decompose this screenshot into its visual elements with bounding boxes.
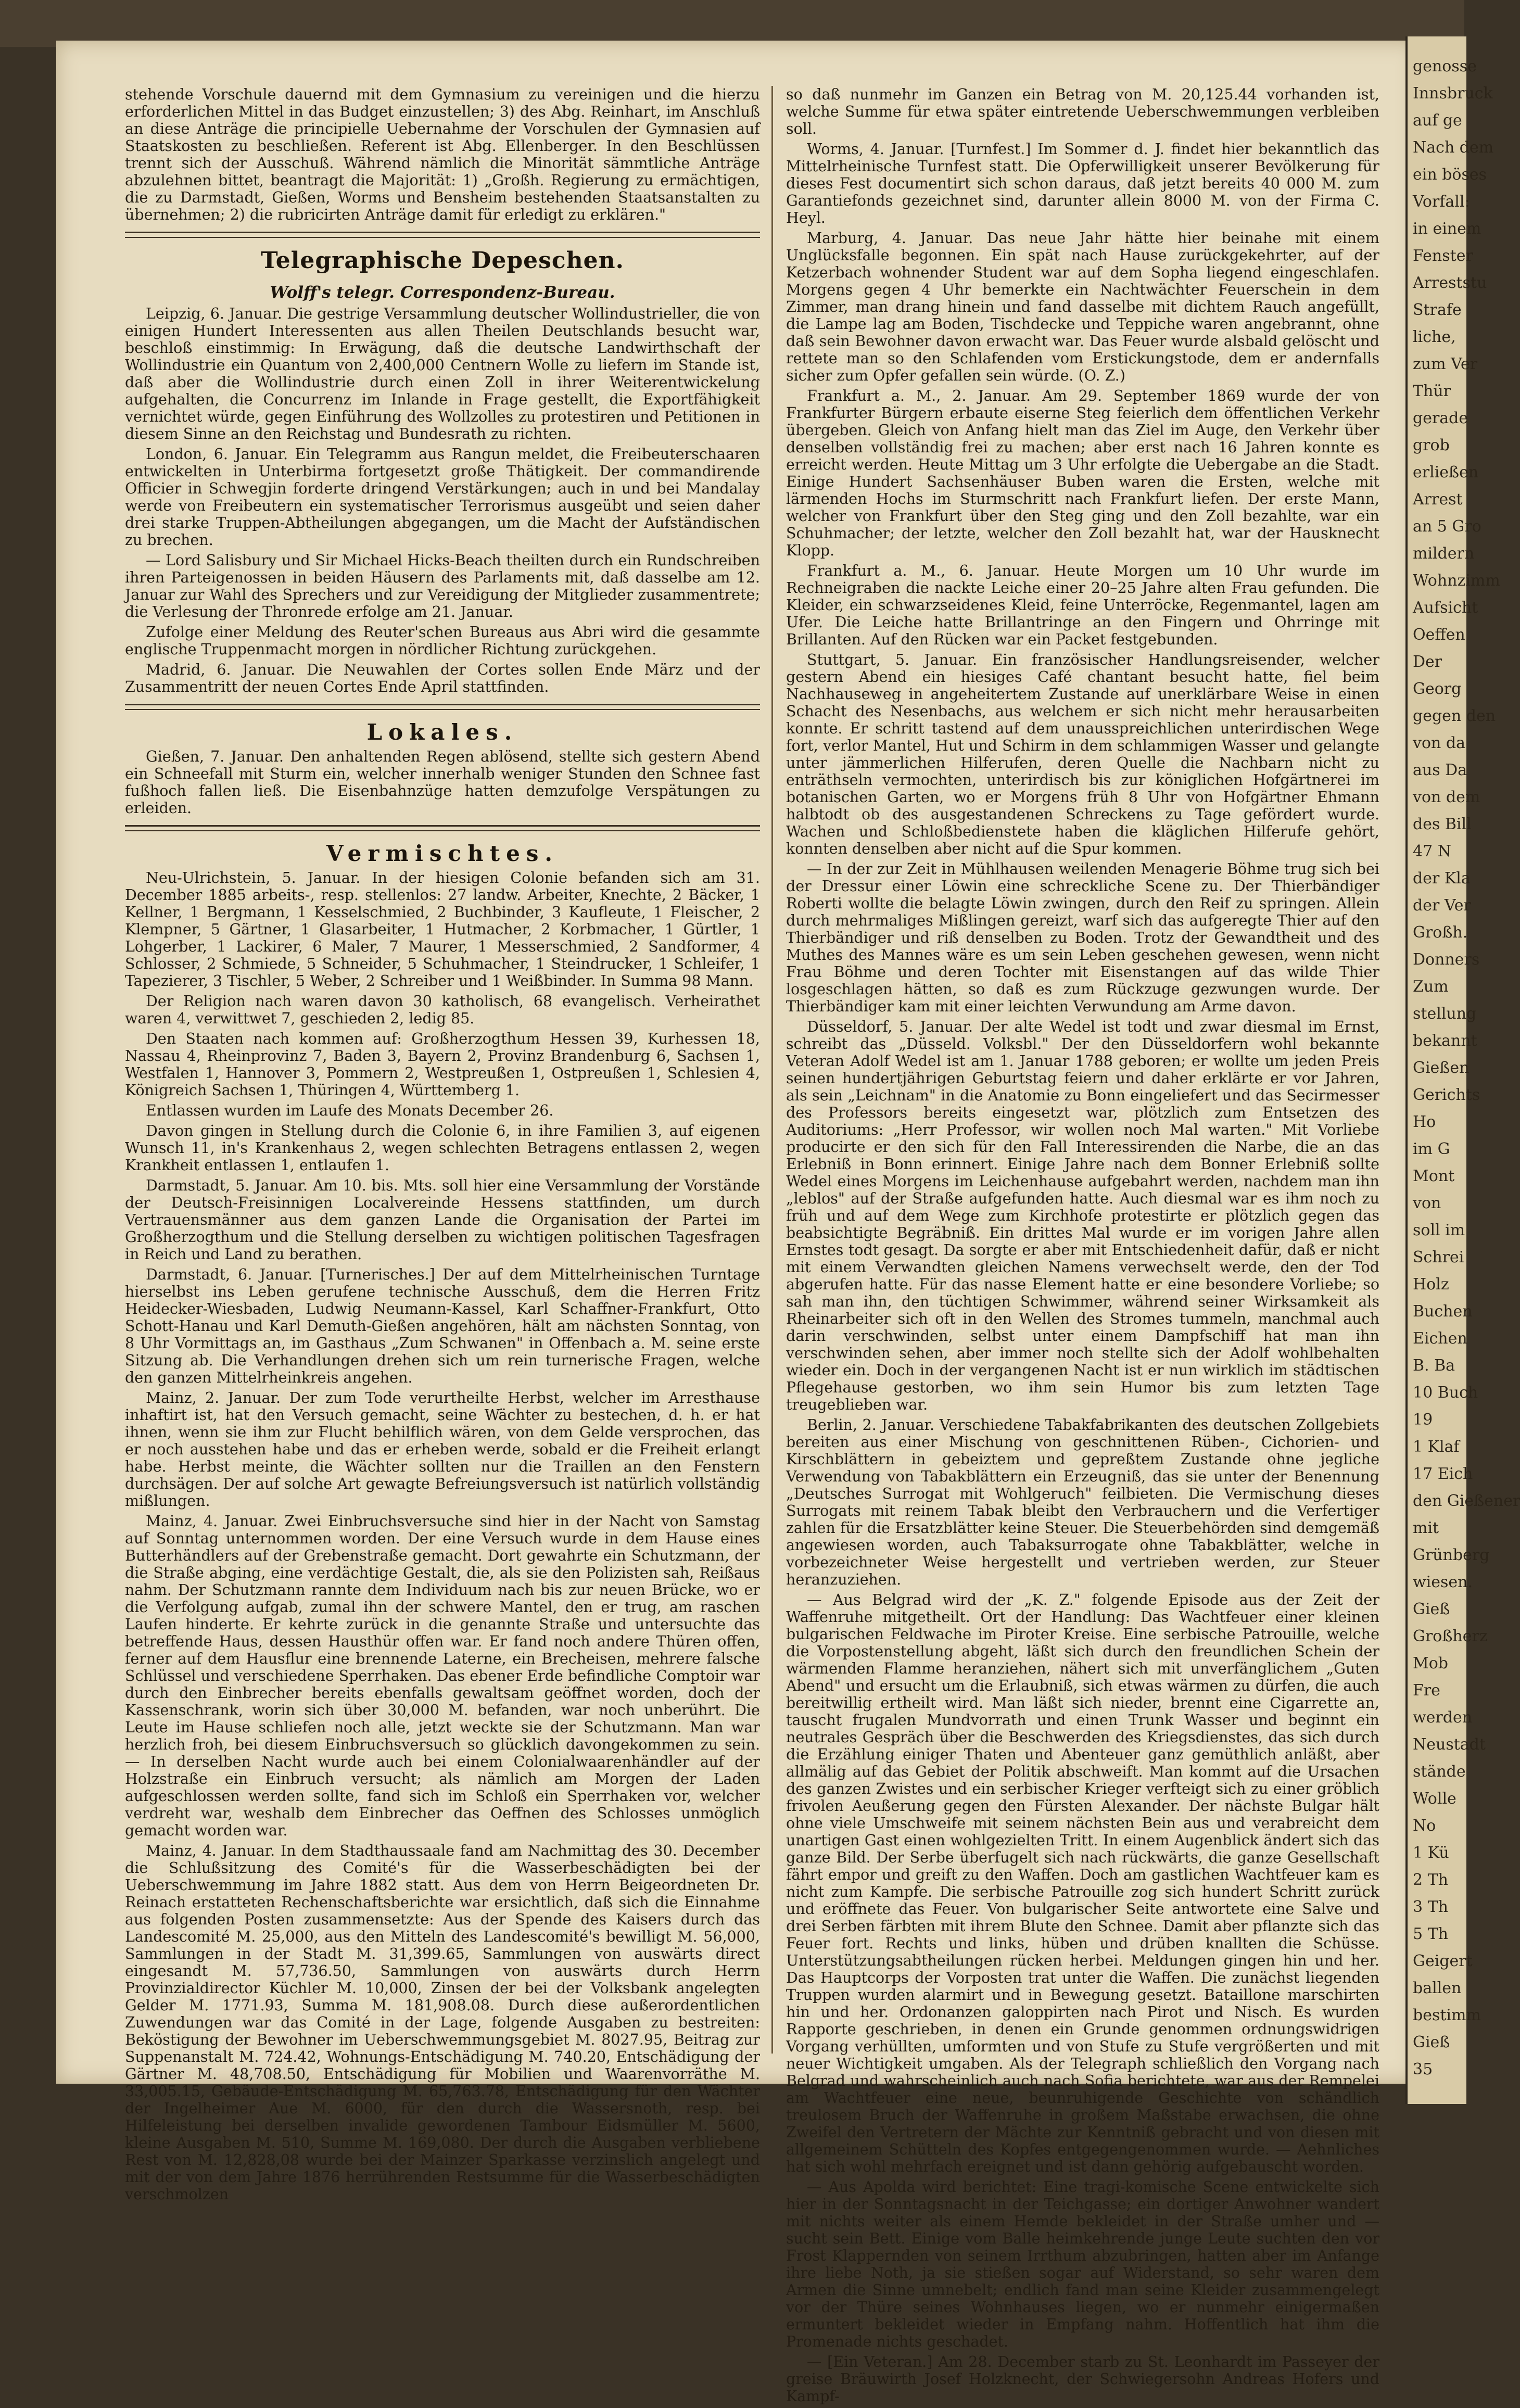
article-paragraph: Mainz, 2. Januar. Der zum Tode verurtheilte Herbst, welcher im Arresthause inhaftirt ist, hat den Versuch gemacht, seine Wächter zu bestechen, d. h. er hat ihnen, wenn sie ihm zur Flucht behilflich wären, von dem Gelde versprochen, das er noch ausstehen habe und das er erheben werde, sobald er die Freiheit erlangt habe. Herbst meinte, die Wächter sollten nur die Traillen an den Fenstern durchsägen. Der auf solche Art gewagte Befreiungsversuch ist natürlich vollständig mißlungen. [125, 1389, 760, 1510]
adjacent-page-fragment: bekannt [1413, 1032, 1477, 1050]
adjacent-page-fragment: Wohnzimm [1413, 572, 1500, 590]
column-divider [771, 86, 773, 2054]
article-paragraph: Darmstadt, 6. Januar. [Turnerisches.] Der auf dem Mittelrheinischen Turntage hierselbst ins Leben gerufene technische Ausschuß, dem die Herren Fritz Heidecker-Wiesbaden, Ludwig Neumann-Kassel, Karl Schaffner-Frankfurt, Otto Schott-Hanau und Karl Demuth-Gießen angehören, hält am nächsten Sonntag, von 8 Uhr Vormittags an, im Gasthaus „Zum Schwanen" in Offenbach a. M. seine erste Sitzung ab. Die Verhandlungen drehen sich um rein turnerische Fragen, welche den ganzen Mittelrheinkreis angehen. [125, 1266, 760, 1386]
article-paragraph: Entlassen wurden im Laufe des Monats December 26. [146, 1102, 554, 1119]
adjacent-page-fragment: stände [1413, 1763, 1466, 1781]
adjacent-page-fragment: gegen den [1413, 707, 1496, 725]
adjacent-page-fragment: aus Da [1413, 761, 1467, 779]
adjacent-page-fragment: ballen [1413, 1979, 1462, 1997]
adjacent-page-fragment: 47 N [1413, 842, 1451, 860]
adjacent-page-fragment: der Kla [1413, 869, 1471, 888]
adjacent-page-fragment: den Gießener [1413, 1492, 1520, 1510]
article-paragraph: Mainz, 4. Januar. Zwei Einbruchsversuche sind hier in der Nacht von Samstag auf Sonntag unternommen worden. Der eine Versuch wurde in dem Hause eines Butterhändlers auf der Grebenstraße gemacht. Dort gewahrte ein Schutzmann, der die Straße abging, eine verdächtige Gestalt, die, als sie den Polizisten sah, Reißaus nahm. Der Schutzmann rannte dem Individuum nach bis zur neuen Brücke, wo er die Verfolgung aufgab, zumal ihn der schwere Mantel, den er trug, am raschen Laufen hinderte. Er kehrte zurück in die genannte Straße und untersuchte das betreffende Haus, dessen Hausthür offen war. Er fand noch andere Thüren offen, ferner auf dem Hausflur eine brennende Laterne, ein Brecheisen, mehrere falsche Schlüssel und verschiedene Sperrhaken. Das ebener Erde befindliche Comptoir war durch den Einbrecher bereits ebenfalls gewaltsam geöffnet worden, doch der Kassenschrank, worin sich über 30,000 M. befanden, war noch unberührt. Die Leute im Hause schliefen noch alle, jetzt weckte sie der Schutzmann. Man war herzlich froh, bei diesem Einbruchsversuch so glücklich davongekommen zu sein. — In derselben Nacht wurde auch bei einem Colonialwaarenhändler auf der Holzstraße ein Einbruch versucht; als nämlich am Morgen der Laden aufgeschlossen werden sollte, fand sich im Schloß ein Sperrhaken vor, welcher verdreht war, weshalb dem Einbrecher das Oeffnen des Schlosses unmöglich gemacht worden war. [125, 1513, 760, 1839]
intro-paragraph: stehende Vorschule dauernd mit dem Gymnasium zu vereinigen und die hierzu erforderlichen Mittel in das Budget einzustellen; 3) des Abg. Reinhart, im Anschluß an diese Anträge die principielle Uebernahme der Vorschulen der Gymnasien auf Staatskosten zu beschließen. Referent ist Abg. Ellenberger. In den Beschlüssen trennt sich der Ausschuß. Während nämlich die Minorität sämmtliche Anträge abzulehnen bittet, beantragt die Majorität: 1) „Großh. Regierung zu ermächtigen, die zu Darmstadt, Gießen, Worms und Bensheim bestehenden Staatsanstalten zu übernehmen; 2) die rubricirten Anträge damit für erledigt zu erklären." [125, 86, 760, 223]
article-paragraph: London, 6. Januar. Ein Telegramm aus Rangun meldet, die Freibeuterschaaren entwickelten in Unterbirma fortgesetzt große Thätigkeit. Der commandirende Officier in Schwegjin forderte dringend Verstärkungen; auch in und bei Mandalay werde von Freibeutern ein systematischer Terrorismus ausgeübt und seien daher drei starke Truppen-Abtheilungen abgegangen, um die Macht der Aufständischen zu brechen. [125, 446, 760, 549]
article-paragraph: — [Ein Veteran.] Am 28. December starb zu St. Leonhardt im Passeyer der greise Bräuwirth Josef Holzknecht, der Schwiegersohn Andreas Hofers und Kampf- [786, 2353, 1379, 2405]
telegraph-subheading: Wolff's telegr. Correspondenz-Bureau. [270, 283, 615, 302]
adjacent-page-fragment: Buchen [1413, 1302, 1473, 1321]
adjacent-page-edge [1405, 36, 1520, 2104]
adjacent-page-fragment: Aufsicht [1413, 599, 1478, 617]
adjacent-page-fragment: Gießen [1413, 1059, 1470, 1077]
article-paragraph: — In der zur Zeit in Mühlhausen weilenden Menagerie Böhme trug sich bei der Dressur einer Löwin eine schreckliche Scene zu. Der Thierbändiger Roberti wollte die belagte Löwin zwingen, durch den Reif zu springen. Allein durch mehrmaliges Mißlingen gereizt, warf sich das aufgeregte Thier auf den Thierbändiger und riß denselben zu Boden. Trotz der Gewandtheit und des Muthes des Mannes wäre es um sein Leben geschehen gewesen, wenn nicht Frau Böhme und deren Tochter mit Eisenstangen auf das wilde Thier losgeschlagen hätten, so daß es zum Rückzuge gezwungen wurde. Der Thierbändiger kam mit einer leichten Verwundung am Arme davon. [786, 860, 1379, 1015]
adjacent-page-fragment: Der [1413, 653, 1442, 671]
article-paragraph: Der Religion nach waren davon 30 katholisch, 68 evangelisch. Verheirathet waren 4, verwittwet 7, geschieden 2, ledig 85. [125, 993, 760, 1027]
article-paragraph: Neu-Ulrichstein, 5. Januar. In der hiesigen Colonie befanden sich am 31. December 1885 arbeits-, resp. stellenlos: 27 landw. Arbeiter, Knechte, 2 Bäcker, 1 Kellner, 1 Bergmann, 1 Kesselschmied, 2 Buchbinder, 3 Kaufleute, 1 Fleischer, 2 Klempner, 5 Gärtner, 1 Glasarbeiter, 1 Hutmacher, 2 Korbmacher, 1 Gürtler, 1 Lohgerber, 1 Lackirer, 6 Maler, 7 Maurer, 1 Messerschmied, 2 Sandformer, 4 Schlosser, 2 Schmiede, 5 Schneider, 5 Schuhmacher, 1 Steindrucker, 1 Schleifer, 1 Tapezierer, 3 Tischler, 5 Weber, 2 Schreiber und 1 Weißbinder. In Summa 98 Mann. [125, 869, 760, 990]
adjacent-page-fragment: Gerichts [1413, 1086, 1480, 1104]
section-rule [125, 825, 760, 831]
adjacent-page-fragment: Nach dem [1413, 138, 1494, 157]
adjacent-page-fragment: Mont [1413, 1167, 1455, 1185]
section-rule [125, 232, 760, 238]
adjacent-page-fragment: 5 Th [1413, 1925, 1448, 1943]
adjacent-page-fragment: Oeffen [1413, 626, 1465, 644]
adjacent-page-fragment: Arreststu [1413, 274, 1487, 292]
adjacent-page-fragment: Ho [1413, 1113, 1436, 1131]
adjacent-page-fragment: Grünberg [1413, 1546, 1490, 1564]
adjacent-page-fragment: auf ge [1413, 111, 1462, 130]
telegraph-heading: Telegraphische Depeschen. [261, 247, 624, 274]
adjacent-page-fragment: im G [1413, 1140, 1450, 1158]
article-paragraph: Davon gingen in Stellung durch die Colonie 6, in ihre Familien 3, auf eigenen Wunsch 11, in's Krankenhaus 2, wegen schlechten Betragens entlassen 2, wegen Krankheit entlassen 1, entlaufen 1. [125, 1122, 760, 1174]
article-paragraph: Madrid, 6. Januar. Die Neuwahlen der Cortes sollen Ende März und der Zusammentritt der neuen Cortes Ende April stattfinden. [125, 661, 760, 695]
right-column [786, 86, 1379, 2408]
adjacent-page-fragment: Wolle [1413, 1790, 1456, 1808]
adjacent-page-fragment: soll im [1413, 1221, 1465, 1239]
adjacent-page-fragment: B. Ba [1413, 1357, 1455, 1375]
article-paragraph: Zufolge einer Meldung des Reuter'schen Bureaus aus Abri wird die gesammte englische Truppenmacht morgen in nördlicher Richtung zurückgehen. [125, 624, 760, 658]
article-paragraph: Darmstadt, 5. Januar. Am 10. bis. Mts. soll hier eine Versammlung der Vorstände der Deutsch-Freisinnigen Localvereinde Hessens stattfinden, um durch Vertrauensmänner aus dem ganzen Lande die Organisation der Partei im Großherzogthum und die Stellung derselben zu wichtigen politischen Tagesfragen in Reich und Land zu berathen. [125, 1177, 760, 1263]
adjacent-page-fragment: des Bill [1413, 815, 1472, 833]
adjacent-page-fragment: Großherz [1413, 1627, 1488, 1645]
adjacent-page-fragment: Eichen [1413, 1329, 1467, 1348]
article-paragraph: Gießen, 7. Januar. Den anhaltenden Regen ablösend, stellte sich gestern Abend ein Schneefall mit Sturm ein, welcher innerhalb weniger Stunden den Schnee fast fußhoch fallen ließ. Die Eisenbahnzüge hatten demzufolge Verspätungen zu erleiden. [125, 748, 760, 817]
article-paragraph: Frankfurt a. M., 6. Januar. Heute Morgen um 10 Uhr wurde im Rechneigraben die nackte Leiche einer 20–25 Jahre alten Frau gefunden. Die Kleider, ein schwarzseidenes Kleid, feine Unterröcke, Regenmantel, lagen am Ufer. Die Leiche hatte Brillantringe an den Fingern und Ohrringe mit Brillanten. Auf den Rücken war ein Packet festgebunden. [786, 562, 1379, 648]
adjacent-page-fragment: Zum [1413, 978, 1449, 996]
article-paragraph: — Lord Salisbury und Sir Michael Hicks-Beach theilten durch ein Rundschreiben ihren Parteigenossen in beiden Häusern des Parlaments mit, daß dasselbe am 12. Januar zur Wahl des Sprechers und zur Vereidigung der Mitglieder zusammentrete; die Verlesung der Thronrede erfolge am 21. Januar. [125, 552, 760, 620]
adjacent-page-fragment: zum Ver [1413, 355, 1478, 373]
article-paragraph: Worms, 4. Januar. [Turnfest.] Im Sommer d. J. findet hier bekanntlich das Mittelrheinische Turnfest statt. Die Opferwilligkeit unserer Bevölkerung für dieses Fest documentirt sich schon daraus, daß jetzt bereits 40 000 M. zum Garantiefonds gezeichnet sind, darunter allein 8000 M. von der Firma C. Heyl. [786, 141, 1379, 226]
adjacent-page-fragment: gerade [1413, 409, 1468, 427]
adjacent-page-fragment: Gieß [1413, 1600, 1450, 1618]
adjacent-page-fragment: von da [1413, 734, 1465, 752]
adjacent-page-fragment: Fenster [1413, 247, 1473, 265]
adjacent-page-fragment: von dem [1413, 788, 1480, 806]
adjacent-page-fragment: 1 Kü [1413, 1844, 1449, 1862]
adjacent-page-fragment: werden [1413, 1708, 1473, 1727]
adjacent-page-fragment: 19 [1413, 1411, 1433, 1429]
adjacent-page-fragment: Gieß [1413, 2033, 1450, 2051]
article-paragraph: Berlin, 2. Januar. Verschiedene Tabakfabrikanten des deutschen Zollgebiets bereiten aus einer Mischung von geschnittenen Rüben-, Cichorien- und Kirschblättern in gebeiztem und gepreßtem Zustande ohne jegliche Verwendung von Tabakblättern ein Erzeugniß, das sie unter der Benennung „Deutsches Surrogat mit Wohlgeruch" feilbieten. Die Vermischung dieses Surrogats mit reinem Tabak bleibt den Verbrauchern und die Verfertiger zahlen für die Ersatzblätter keine Steuer. Die Steuerbehörden sind demgemäß angewiesen worden, auch Tabaksurrogate ohne Tabakblätter, welche in vorbezeichneter Weise hergestellt und vertrieben werden, zur Steuer heranzuziehen. [786, 1416, 1379, 1588]
adjacent-page-fragment: stellung [1413, 1005, 1477, 1023]
adjacent-page-fragment: Fre [1413, 1681, 1440, 1700]
adjacent-page-fragment: bestimm [1413, 2006, 1481, 2024]
adjacent-page-fragment: mit [1413, 1519, 1439, 1537]
section-rule [125, 704, 760, 710]
article-paragraph: — Aus Apolda wird berichtet: Eine tragi-komische Scene entwickelte sich hier in der Sonntagsnacht in der Teichgasse; ein dortiger Anwohner wandert mit nichts weiter als einem Hemde bekleidet in der Straße umher und — sucht sein Bett. Einige vom Balle heimkehrende junge Leute suchten den vor Frost Klappernden von seinem Irrthum abzubringen, hatten aber im Anfange ihre liebe Noth, ja sie stießen sogar auf Widerstand, so sehr waren dem Armen die Sinne umnebelt; endlich fand man seine Kleider zusammengelegt vor der Thüre seines Wohnhauses liegen, wo er nunmehr einigermaßen ermuntert bekleidet wieder in Empfang nahm. Hoffentlich hat ihm die Promenade nichts geschadet. [786, 2178, 1379, 2350]
adjacent-page-fragment: Holz [1413, 1275, 1449, 1294]
article-paragraph: Stuttgart, 5. Januar. Ein französischer Handlungsreisender, welcher gestern Abend ein hiesiges Café chantant besucht hatte, fiel beim Nachhauseweg in angeheitertem Zustande auf unerklärbare Weise in einen Schacht des Nesenbachs, aus welchem er sich nicht mehr herausarbeiten konnte. Er schritt tastend auf dem unausspreichlichen unterirdischen Wege fort, verlor Mantel, Hut und Schirm in dem schlammigen Wasser und gelangte unter jämmerlichen Hilferufen, deren Quelle die Nachbarn nicht zu enträthseln vermochten, unterirdisch bis zur königlichen Hofgärtnerei im botanischen Garten, wo er Morgens früh 8 Uhr von Hofgärtner Ehmann halbtodt ob des ausgestandenen Schreckens zu Tage gefördert wurde. Wachen und Schloßbedienstete haben die kläglichen Hilferufe gehört, konnten denselben aber nicht auf die Spur kommen. [786, 651, 1379, 857]
adjacent-page-fragment: 1 Klaf [1413, 1438, 1460, 1456]
adjacent-page-fragment: 2 Th [1413, 1871, 1448, 1889]
scan-background [0, 0, 1464, 47]
article-paragraph: Düsseldorf, 5. Januar. Der alte Wedel ist todt und zwar diesmal im Ernst, schreibt das „Düsseld. Volksbl." Der den Düsseldorfern wohl bekannte Veteran Adolf Wedel ist am 1. Januar 1788 geboren; er wollte um jeden Preis seinen hundertjährigen Geburtstag feiern und daher erklärte er vor Jahren, als sein „Leichnam" in die Anatomie zu Bonn eingeliefert und das Secirmesser des Professors bereits eingesetzt war, plötzlich zum Entsetzen des Auditoriums: „Herr Professor, wir wollen noch Mal warten." Mit Vorliebe producirte er den sich für den Fall Interessirenden die Narbe, die an das Erlebniß in Bonn erinnert. Einige Jahre nach dem Bonner Erlebniß sollte Wedel eines Morgens im Leichenhause aufgebahrt werden, nachdem man ihn „leblos" auf der Straße aufgefunden hatte. Auch diesmal war es ihm noch zu früh und auf dem Wege zum Kirchhofe protestirte er plötzlich gegen das beabsichtigte Begräbniß. Ein drittes Mal wurde er im vorigen Jahre allen Ernstes todt gesagt. Da sorgte er aber mit Entschiedenheit dafür, daß er nicht mit einem Verwandten gleichen Namens verwechselt werde, den der Tod abgerufen hatte. Für das nasse Element hatte er eine besondere Vorliebe; so sah man ihn, den tüchtigen Schwimmer, während seiner Wirksamkeit als Rheinarbeiter sich oft in den Wellen des Stromes tummeln, manchmal auch darin verschwinden, selbst unter einem Dampfschiff hat man ihn verschwinden sehen, aber immer noch stellte sich der Adolf wohlbehalten wieder ein. Doch in der vergangenen Nacht ist er nun wirklich im städtischen Pflegehause gestorben, wo ihm sein Humor bis zum letzten Tage treugeblieben war. [786, 1018, 1379, 1413]
article-paragraph: — Aus Belgrad wird der „K. Z." folgende Episode aus der Zeit der Waffenruhe mitgetheilt. Ort der Handlung: Das Wachtfeuer einer kleinen bulgarischen Feldwache im Piroter Kreise. Eine serbische Patrouille, welche die Vorpostenstellung abgeht, läßt sich durch den freundlichen Schein der wärmenden Flamme heranziehen, nähert sich mit unverfänglichem „Guten Abend" und ersucht um die Erlaubniß, sich etwas wärmen zu dürfen, die auch bereitwillig ertheilt wird. Man läßt sich nieder, brennt eine Cigarrette an, tauscht frugalen Mundvorrath und einen Trunk Wasser und beginnt ein neutrales Gespräch über die Beschwerden des Kriegsdienstes, das sich durch die Erzählung einiger Thaten und Abenteuer ganz gemüthlich anläßt, aber allmälig auf das Gebiet der Politik abschweift. Man kommt auf die Ursachen des ganzen Zwistes und ein serbischer Krieger verfteigt sich zu einer gröblich frivolen Aeußerung gegen den Fürsten Alexander. Der nächste Bulgar hält ohne viele Umschweife mit seinem nächsten Bein aus und verabreicht dem unartigen Gast einen wohlgezielten Tritt. In einem Augenblick ändert sich das ganze Bild. Der Serbe überfugelt sich nach rückwärts, die ganze Gesellschaft fährt empor und greift zu den Waffen. Doch am gastlichen Wachtfeuer kam es nicht zum Kampfe. Die serbische Patrouille zog sich hundert Schritt zurück und eröffnete das Feuer. Von bulgarischer Seite antwortete eine Salve und drei Serben färbten mit ihrem Blute den Schnee. Damit aber pflanzte sich das Feuer fort. Rechts und links, hüben und drüben knallten die Schüsse. Unterstützungsabtheilungen rücken herbei. Meldungen gingen hin und her. Das Hauptcorps der Vorposten trat unter die Waffen. Die zunächst liegenden Truppen wurden alarmirt und in Bewegung gesetzt. Bataillone marschirten hin und her. Ordonanzen galoppirten nach Pirot und Nisch. Es wurden Rapporte geschrieben, in denen ein Grunde genommen ordnungswidrigen Vorgang verhüllten, umformten und von Stufe zu Stufe vergrößerten und mit neuer Wichtigkeit umgaben. Als der Telegraph schließlich den Vorgang nach Belgrad und wahrscheinlich auch nach Sofia berichtete, war aus der Rempelei am Wachtfeuer eine neue, beunruhigende Geschichte von schändlich treulosem Bruch der Waffenruhe in großem Maßstabe erwachsen, die ohne Zweifel den Vertretern der Mächte zur Kenntniß gebracht und von diesen mit allgemeinem Schütteln des Kopfes entgegengenommen wurde. — Aehnliches hat sich wohl mehrfach ereignet und ist dann gehörig aufgebauscht worden. [786, 1591, 1379, 2175]
adjacent-page-fragment: von [1413, 1194, 1441, 1212]
adjacent-page-fragment: liche, [1413, 328, 1456, 346]
adjacent-page-fragment: Donners [1413, 950, 1480, 969]
adjacent-page-fragment: 3 Th [1413, 1898, 1448, 1916]
lokales-heading: Lokales. [366, 719, 518, 745]
left-column [125, 86, 760, 2206]
vermischtes-heading: Vermischtes. [326, 841, 559, 866]
adjacent-page-fragment: No [1413, 1817, 1436, 1835]
adjacent-page-fragment: Großh. [1413, 923, 1468, 942]
adjacent-page-fragment: Neustadt [1413, 1735, 1486, 1754]
article-paragraph: Marburg, 4. Januar. Das neue Jahr hätte hier beinahe mit einem Unglücksfalle begonnen. Ein spät nach Hause zurückgekehrter, auf der Ketzerbach wohnender Student war auf dem Sopha liegend eingeschlafen. Morgens gegen 4 Uhr bemerkte ein Nachtwächter Feuerschein in dem Zimmer, man drang hinein und fand dasselbe mit dichtem Rauch angefüllt, die Lampe lag am Boden, Tischdecke und Teppiche waren angebrannt, ohne daß sein Bewohner davon erwacht war. Das Feuer wurde alsbald gelöscht und rettete man so den Schlafenden vom Erstickungstode, dem er andernfalls sicher zum Opfer gefallen sein würde. (O. Z.) [786, 230, 1379, 384]
adjacent-page-fragment: Vorfall: [1413, 193, 1470, 211]
adjacent-page-fragment: genosse [1413, 57, 1477, 75]
adjacent-page-fragment: 17 Eich [1413, 1465, 1473, 1483]
adjacent-page-fragment: an 5 Gro [1413, 517, 1481, 536]
adjacent-page-fragment: Strafe [1413, 301, 1462, 319]
adjacent-page-fragment: Geigert [1413, 1952, 1473, 1970]
adjacent-page-fragment: Schrei [1413, 1248, 1464, 1266]
article-paragraph: Den Staaten nach kommen auf: Großherzogthum Hessen 39, Kurhessen 18, Nassau 4, Rheinprovinz 7, Baden 3, Bayern 2, Provinz Brandenburg 6, Sachsen 1, Westfalen 1, Hannover 3, Pommern 2, Westpreußen 1, Ostpreußen 1, Schlesien 4, Königreich Sachsen 1, Thüringen 4, Württemberg 1. [125, 1030, 760, 1099]
article-paragraph: Leipzig, 6. Januar. Die gestrige Versammlung deutscher Wollindustrieller, die von einigen Hundert Interessenten aus allen Theilen Deutschlands besucht war, beschloß einstimmig: In Erwägung, daß die deutsche Landwirthschaft der Wollindustrie ein Quantum von 2,400,000 Centnern Wolle zu liefern im Stande ist, daß aber die Wollindustrie durch einen Zoll in ihrer Weiterentwickelung aufgehalten, die Concurrenz im Inlande in Frage gestellt, die Exportfähigkeit vernichtet würde, gegen Einführung des Wollzolles zu protestiren und Petitionen in diesem Sinne an den Reichstag und Bundesrath zu richten. [125, 305, 760, 442]
adjacent-page-fragment: grob [1413, 436, 1450, 454]
adjacent-page-fragment: ein böses [1413, 166, 1487, 184]
telegraph-items [125, 305, 760, 695]
adjacent-page-fragment: Arrest [1413, 490, 1463, 509]
adjacent-page-fragment: wiesen. [1413, 1573, 1473, 1591]
adjacent-page-fragment: erließen [1413, 463, 1479, 481]
adjacent-page-fragment: Mob [1413, 1654, 1448, 1672]
adjacent-page-fragment: in einem [1413, 220, 1481, 238]
adjacent-page-fragment: der Ver [1413, 896, 1471, 915]
adjacent-page-fragment: Innsbruck [1413, 84, 1493, 103]
adjacent-page-fragment: 10 Buch [1413, 1384, 1478, 1402]
adjacent-page-fragment: 35 [1413, 2060, 1433, 2079]
adjacent-page-fragment: Thür [1413, 382, 1451, 400]
article-paragraph: so daß nunmehr im Ganzen ein Betrag von M. 20,125.44 vorhanden ist, welche Summe für etwa später eintretende Ueberschwemmungen verbleiben soll. [786, 86, 1379, 137]
adjacent-page-fragment: Georg [1413, 680, 1462, 698]
vermischtes-items [125, 869, 760, 2203]
article-paragraph: Mainz, 4. Januar. In dem Stadthaussaale fand am Nachmittag des 30. December die Schlußsitzung des Comité's für die Wasserbeschädigten bei der Ueberschwemmung im Jahre 1882 statt. Aus dem von Herrn Beigeordneten Dr. Reinach erstatteten Rechenschaftsberichte war ersichtlich, daß sich die Einnahme aus folgenden Posten zusammensetzte: Aus der Spende des Kaisers durch das Landescomité M. 25,000, aus den Mitteln des Landescomité's bewilligt M. 56,000, Sammlungen in der Stadt M. 31,399.65, Sammlungen von auswärts direct eingesandt M. 57,736.50, Sammlungen von auswärts durch Herrn Provinzialdirector Küchler M. 10,000, Zinsen der bei der Volksbank angelegten Gelder M. 1771.93, Summa M. 181,908.08. Durch diese außerordentlichen Zuwendungen war das Comité in der Lage, folgende Ausgaben zu bestreiten: Beköstigung der Bewohner im Ueberschwemmungsgebiet M. 8027.95, Beitrag zur Suppenanstalt M. 724.42, Wohnungs-Entschädigung M. 740.20, Entschädigung der Gärtner M. 48,708.50, Entschädigung für Mobilien und Waarenvorräthe M. 33,005.15, Gebäude-Entschädigung M. 65,763.78, Entschädigung für den Wächter der Ingelheimer Aue M. 6000, für den durch die Wassersnoth, resp. bei Hilfeleistung bei derselben invalide gewordenen Tambour Eidsmüller M. 5600, kleine Ausgaben M. 510, Summe M. 169,080. Der durch die Ausgaben verbliebene Rest von M. 12,828,08 wurde bei der Mainzer Sparkasse verzinslich angelegt und mit der von dem Jahre 1876 herrührenden Restsumme für die Wasserbeschädigten verschmolzen [125, 1842, 760, 2203]
article-paragraph: Frankfurt a. M., 2. Januar. Am 29. September 1869 wurde der von Frankfurter Bürgern erbaute eiserne Steg feierlich dem öffentlichen Verkehr übergeben. Gleich von Anfang hielt man das Ziel im Auge, den Verkehr über denselben vollständig frei zu machen; aber erst nach 16 Jahren konnte es erreicht werden. Heute Mittag um 3 Uhr erfolgte die Uebergabe an die Stadt. Einige Hundert Sachsenhäuser Buben waren die Ersten, welche mit lärmenden Hochs im Sturmschritt nach Frankfurt liefen. Der erste Mann, welcher von Frankfurt über den Steg ging und den Zoll bezahlte, war ein Schuhmacher; der letzte, welcher den Zoll bezahlt hat, war der Hausknecht Klopp. [786, 387, 1379, 559]
adjacent-page-fragment: mildern [1413, 544, 1475, 563]
